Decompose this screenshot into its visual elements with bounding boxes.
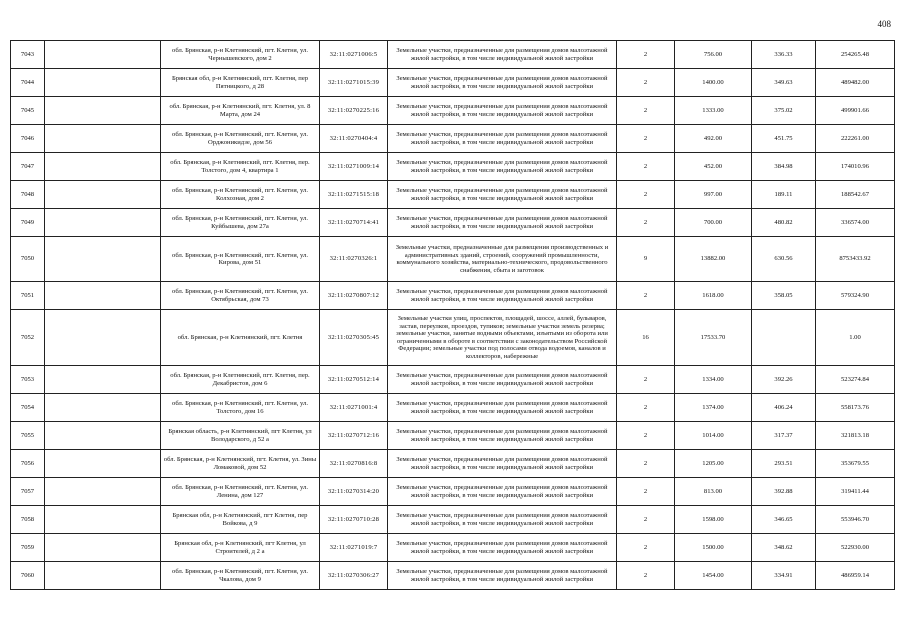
specific-value-cell: 334.91 <box>752 562 816 590</box>
blank-cell <box>45 562 161 590</box>
address-cell: обл. Брянская, р-н Клетнянский, пгт. Клетня <box>161 310 320 366</box>
table-row <box>11 69 895 97</box>
cadastral-number-cell: 32:11:0271009:14 <box>320 153 388 181</box>
area-cell: 1374.00 <box>675 394 752 422</box>
row-number: 7043 <box>11 41 45 69</box>
specific-value-cell: 189.11 <box>752 181 816 209</box>
address-cell: обл. Брянская, р-н Клетнянский, пгт. Клетня, пер. Декабристов, дом 6 <box>161 366 320 394</box>
land-use-cell: Земельные участки, предназначенные для размещения домов малоэтажной жилой застройки, в том числе индивидуальной жилой застройки <box>388 534 617 562</box>
row-number: 7057 <box>11 478 45 506</box>
address-cell: обл. Брянская, р-н Клетнянский, пгт. Клетня, ул. Чернышевского, дом 2 <box>161 41 320 69</box>
specific-value-cell: 630.56 <box>752 237 816 282</box>
specific-value-cell: 346.65 <box>752 506 816 534</box>
address-cell: Брянская область, р-н Клетнянский, пгт Клетня, ул Володарского, д 52 а <box>161 422 320 450</box>
row-number: 7060 <box>11 562 45 590</box>
area-cell: 813.00 <box>675 478 752 506</box>
row-number: 7053 <box>11 366 45 394</box>
cadastral-value-cell: 321813.18 <box>816 422 895 450</box>
specific-value-cell: 480.82 <box>752 209 816 237</box>
row-number: 7058 <box>11 506 45 534</box>
area-cell: 1400.00 <box>675 69 752 97</box>
land-use-cell: Земельные участки, предназначенные для размещения домов малоэтажной жилой застройки, в том числе индивидуальной жилой застройки <box>388 97 617 125</box>
cadastral-value-cell: 254265.48 <box>816 41 895 69</box>
cadastral-value-cell: 174010.96 <box>816 153 895 181</box>
cadastral-number-cell: 32:11:0270404:4 <box>320 125 388 153</box>
address-cell: обл. Брянская, р-н Клетнянский, пгт. Клетня, ул. Октябрьская, дом 73 <box>161 282 320 310</box>
row-number: 7046 <box>11 125 45 153</box>
table-row <box>11 41 895 69</box>
area-cell: 1205.00 <box>675 450 752 478</box>
cadastral-number-cell: 32:11:0270326:1 <box>320 237 388 282</box>
table-row <box>11 394 895 422</box>
cadastral-value-cell: 558173.76 <box>816 394 895 422</box>
cadastral-number-cell: 32:11:0270225:16 <box>320 97 388 125</box>
row-number: 7045 <box>11 97 45 125</box>
specific-value-cell: 375.02 <box>752 97 816 125</box>
cadastral-number-cell: 32:11:0270807:12 <box>320 282 388 310</box>
area-cell: 1333.00 <box>675 97 752 125</box>
cadastral-number-cell: 32:11:0270314:20 <box>320 478 388 506</box>
cadastral-value-cell: 489482.00 <box>816 69 895 97</box>
area-cell: 1598.00 <box>675 506 752 534</box>
group-code-cell: 2 <box>617 181 675 209</box>
address-cell: обл. Брянская, р-н Клетнянский, пгт. Клетня, ул. Чкалова, дом 9 <box>161 562 320 590</box>
area-cell: 997.00 <box>675 181 752 209</box>
specific-value-cell: 348.62 <box>752 534 816 562</box>
group-code-cell: 9 <box>617 237 675 282</box>
specific-value-cell: 317.37 <box>752 422 816 450</box>
group-code-cell: 2 <box>617 153 675 181</box>
row-number: 7051 <box>11 282 45 310</box>
area-cell: 492.00 <box>675 125 752 153</box>
cadastral-number-cell: 32:11:0271019:7 <box>320 534 388 562</box>
cadastral-value-cell: 8753433.92 <box>816 237 895 282</box>
blank-cell <box>45 209 161 237</box>
address-cell: обл. Брянская, р-н Клетнянский, пгт. Клетня, ул. Ленина, дом 127 <box>161 478 320 506</box>
cadastral-number-cell: 32:11:0271006:5 <box>320 41 388 69</box>
specific-value-cell: 358.05 <box>752 282 816 310</box>
specific-value-cell: 406.24 <box>752 394 816 422</box>
row-number: 7047 <box>11 153 45 181</box>
specific-value-cell: 336.33 <box>752 41 816 69</box>
table-row <box>11 125 895 153</box>
cadastral-value-cell: 319411.44 <box>816 478 895 506</box>
cadastral-value-cell: 553946.70 <box>816 506 895 534</box>
cadastral-value-cell: 353679.55 <box>816 450 895 478</box>
cadastral-number-cell: 32:11:0270712:16 <box>320 422 388 450</box>
address-cell: обл. Брянская, р-н Клетнянский, пгт. Клетня, ул. 8 Марта, дом 24 <box>161 97 320 125</box>
cadastral-value-cell: 522930.00 <box>816 534 895 562</box>
group-code-cell: 2 <box>617 534 675 562</box>
cadastral-value-cell: 1.00 <box>816 310 895 366</box>
group-code-cell: 2 <box>617 422 675 450</box>
cadastral-value-cell: 188542.67 <box>816 181 895 209</box>
address-cell: обл. Брянская, р-н Клетнянский, пгт. Клетня, ул. Орджоникидзе, дом 56 <box>161 125 320 153</box>
group-code-cell: 2 <box>617 478 675 506</box>
group-code-cell: 2 <box>617 366 675 394</box>
specific-value-cell <box>752 310 816 366</box>
cadastral-value-table <box>10 40 895 590</box>
land-use-cell: Земельные участки, предназначенные для размещения домов малоэтажной жилой застройки, в том числе индивидуальной жилой застройки <box>388 41 617 69</box>
address-cell: Брянская обл, р-н Клетнянский, пгт Клетня, пер Войкова, д 9 <box>161 506 320 534</box>
land-use-cell: Земельные участки, предназначенные для размещения домов малоэтажной жилой застройки, в том числе индивидуальной жилой застройки <box>388 450 617 478</box>
area-cell: 13882.00 <box>675 237 752 282</box>
specific-value-cell: 392.26 <box>752 366 816 394</box>
cadastral-number-cell: 32:11:0271001:4 <box>320 394 388 422</box>
cadastral-number-cell: 32:11:0270714:41 <box>320 209 388 237</box>
land-use-cell: Земельные участки, предназначенные для размещения домов малоэтажной жилой застройки, в том числе индивидуальной жилой застройки <box>388 422 617 450</box>
blank-cell <box>45 394 161 422</box>
area-cell: 452.00 <box>675 153 752 181</box>
address-cell: обл. Брянская, р-н Клетнянский, пгт. Клетня, пер. Толстого, дом 4, квартира 1 <box>161 153 320 181</box>
address-cell: обл. Брянская, р-н Клетнянский, пгт. Клетня, ул. Толстого, дом 16 <box>161 394 320 422</box>
area-cell: 17533.70 <box>675 310 752 366</box>
cadastral-value-cell: 336574.00 <box>816 209 895 237</box>
area-cell: 1618.00 <box>675 282 752 310</box>
table-row <box>11 506 895 534</box>
address-cell: Брянская обл, р-н Клетнянский, пгт Клетня, ул Строителей, д 2 а <box>161 534 320 562</box>
specific-value-cell: 392.88 <box>752 478 816 506</box>
land-use-cell: Земельные участки, предназначенные для размещения домов малоэтажной жилой застройки, в том числе индивидуальной жилой застройки <box>388 282 617 310</box>
table-row <box>11 209 895 237</box>
blank-cell <box>45 450 161 478</box>
cadastral-number-cell: 32:11:0270305:45 <box>320 310 388 366</box>
address-cell: обл. Брянская, р-н Клетнянский, пгт. Клетня, ул. Зины Ломаковой, дом 52 <box>161 450 320 478</box>
specific-value-cell: 451.75 <box>752 125 816 153</box>
blank-cell <box>45 366 161 394</box>
blank-cell <box>45 422 161 450</box>
cadastral-number-cell: 32:11:0270710:28 <box>320 506 388 534</box>
table-row <box>11 534 895 562</box>
cadastral-value-cell: 579324.90 <box>816 282 895 310</box>
cadastral-number-cell: 32:11:0271515:18 <box>320 181 388 209</box>
area-cell: 700.00 <box>675 209 752 237</box>
table-row <box>11 153 895 181</box>
blank-cell <box>45 97 161 125</box>
land-use-cell: Земельные участки улиц, проспектов, площадей, шоссе, аллей, бульваров, застав, переулков, проездов, тупиков; земельные участки земель резерва; земельные участки, занятые водными объектами, изъятыми из оборота или ограниченными в обороте в соответствии с законодательством Российской Федерации; земельные участки под полосами отвода водоемов, каналов и коллекторов, набережные <box>388 310 617 366</box>
table-row <box>11 422 895 450</box>
row-number: 7048 <box>11 181 45 209</box>
table-row <box>11 310 895 366</box>
land-use-cell: Земельные участки, предназначенные для размещения домов малоэтажной жилой застройки, в том числе индивидуальной жилой застройки <box>388 394 617 422</box>
specific-value-cell: 349.63 <box>752 69 816 97</box>
group-code-cell: 2 <box>617 562 675 590</box>
row-number: 7055 <box>11 422 45 450</box>
land-use-cell: Земельные участки, предназначенные для размещения домов малоэтажной жилой застройки, в том числе индивидуальной жилой застройки <box>388 125 617 153</box>
group-code-cell: 16 <box>617 310 675 366</box>
group-code-cell: 2 <box>617 209 675 237</box>
blank-cell <box>45 534 161 562</box>
land-use-cell: Земельные участки, предназначенные для размещения домов малоэтажной жилой застройки, в том числе индивидуальной жилой застройки <box>388 69 617 97</box>
blank-cell <box>45 153 161 181</box>
cadastral-value-cell: 499901.66 <box>816 97 895 125</box>
cadastral-number-cell: 32:11:0270306:27 <box>320 562 388 590</box>
blank-cell <box>45 41 161 69</box>
specific-value-cell: 384.98 <box>752 153 816 181</box>
area-cell: 1334.00 <box>675 366 752 394</box>
address-cell: обл. Брянская, р-н Клетнянский, пгт. Клетня, ул. Куйбышева, дом 27а <box>161 209 320 237</box>
table-row <box>11 237 895 282</box>
land-use-cell: Земельные участки, предназначенные для размещения домов малоэтажной жилой застройки, в том числе индивидуальной жилой застройки <box>388 209 617 237</box>
group-code-cell: 2 <box>617 506 675 534</box>
land-use-cell: Земельные участки, предназначенные для размещения домов малоэтажной жилой застройки, в том числе индивидуальной жилой застройки <box>388 153 617 181</box>
land-use-cell: Земельные участки, предназначенные для размещения домов малоэтажной жилой застройки, в том числе индивидуальной жилой застройки <box>388 181 617 209</box>
area-cell: 1500.00 <box>675 534 752 562</box>
table-row <box>11 282 895 310</box>
blank-cell <box>45 506 161 534</box>
cadastral-value-cell: 486959.14 <box>816 562 895 590</box>
group-code-cell: 2 <box>617 125 675 153</box>
page-number: 408 <box>877 19 891 29</box>
blank-cell <box>45 310 161 366</box>
group-code-cell: 2 <box>617 41 675 69</box>
group-code-cell: 2 <box>617 394 675 422</box>
address-cell: обл. Брянская, р-н Клетнянский, пгт. Клетня, ул. Кирова, дом 51 <box>161 237 320 282</box>
address-cell: обл. Брянская, р-н Клетнянский, пгт. Клетня, ул. Колхозная, дом 2 <box>161 181 320 209</box>
blank-cell <box>45 181 161 209</box>
cadastral-value-cell: 222261.00 <box>816 125 895 153</box>
blank-cell <box>45 237 161 282</box>
row-number: 7054 <box>11 394 45 422</box>
row-number: 7049 <box>11 209 45 237</box>
row-number: 7059 <box>11 534 45 562</box>
table-row <box>11 181 895 209</box>
row-number: 7056 <box>11 450 45 478</box>
group-code-cell: 2 <box>617 97 675 125</box>
land-use-cell: Земельные участки, предназначенные для размещения домов малоэтажной жилой застройки, в том числе индивидуальной жилой застройки <box>388 506 617 534</box>
group-code-cell: 2 <box>617 450 675 478</box>
cadastral-number-cell: 32:11:0270816:8 <box>320 450 388 478</box>
land-use-cell: Земельные участки, предназначенные для размещения домов малоэтажной жилой застройки, в том числе индивидуальной жилой застройки <box>388 562 617 590</box>
row-number: 7050 <box>11 237 45 282</box>
cadastral-number-cell: 32:11:0271015:39 <box>320 69 388 97</box>
land-use-cell: Земельные участки, предназначенные для размещения производственных и административных зданий, строений, сооружений промышленности, коммунального хозяйства, материально-технического, продовольственного снабжения, сбыта и заготовок <box>388 237 617 282</box>
table-row <box>11 366 895 394</box>
area-cell: 1454.00 <box>675 562 752 590</box>
blank-cell <box>45 69 161 97</box>
blank-cell <box>45 125 161 153</box>
cadastral-number-cell: 32:11:0270512:14 <box>320 366 388 394</box>
specific-value-cell: 293.51 <box>752 450 816 478</box>
table-row <box>11 562 895 590</box>
area-cell: 756.00 <box>675 41 752 69</box>
group-code-cell: 2 <box>617 282 675 310</box>
table-row <box>11 97 895 125</box>
land-use-cell: Земельные участки, предназначенные для размещения домов малоэтажной жилой застройки, в том числе индивидуальной жилой застройки <box>388 366 617 394</box>
land-use-cell: Земельные участки, предназначенные для размещения домов малоэтажной жилой застройки, в том числе индивидуальной жилой застройки <box>388 478 617 506</box>
row-number: 7052 <box>11 310 45 366</box>
table-row <box>11 450 895 478</box>
table-body <box>11 41 895 590</box>
blank-cell <box>45 282 161 310</box>
area-cell: 1014.00 <box>675 422 752 450</box>
blank-cell <box>45 478 161 506</box>
cadastral-value-cell: 523274.84 <box>816 366 895 394</box>
table-row <box>11 478 895 506</box>
group-code-cell: 2 <box>617 69 675 97</box>
row-number: 7044 <box>11 69 45 97</box>
address-cell: Брянская обл, р-н Клетнянский, пгт. Клетня, пер Пятницкого, д 28 <box>161 69 320 97</box>
